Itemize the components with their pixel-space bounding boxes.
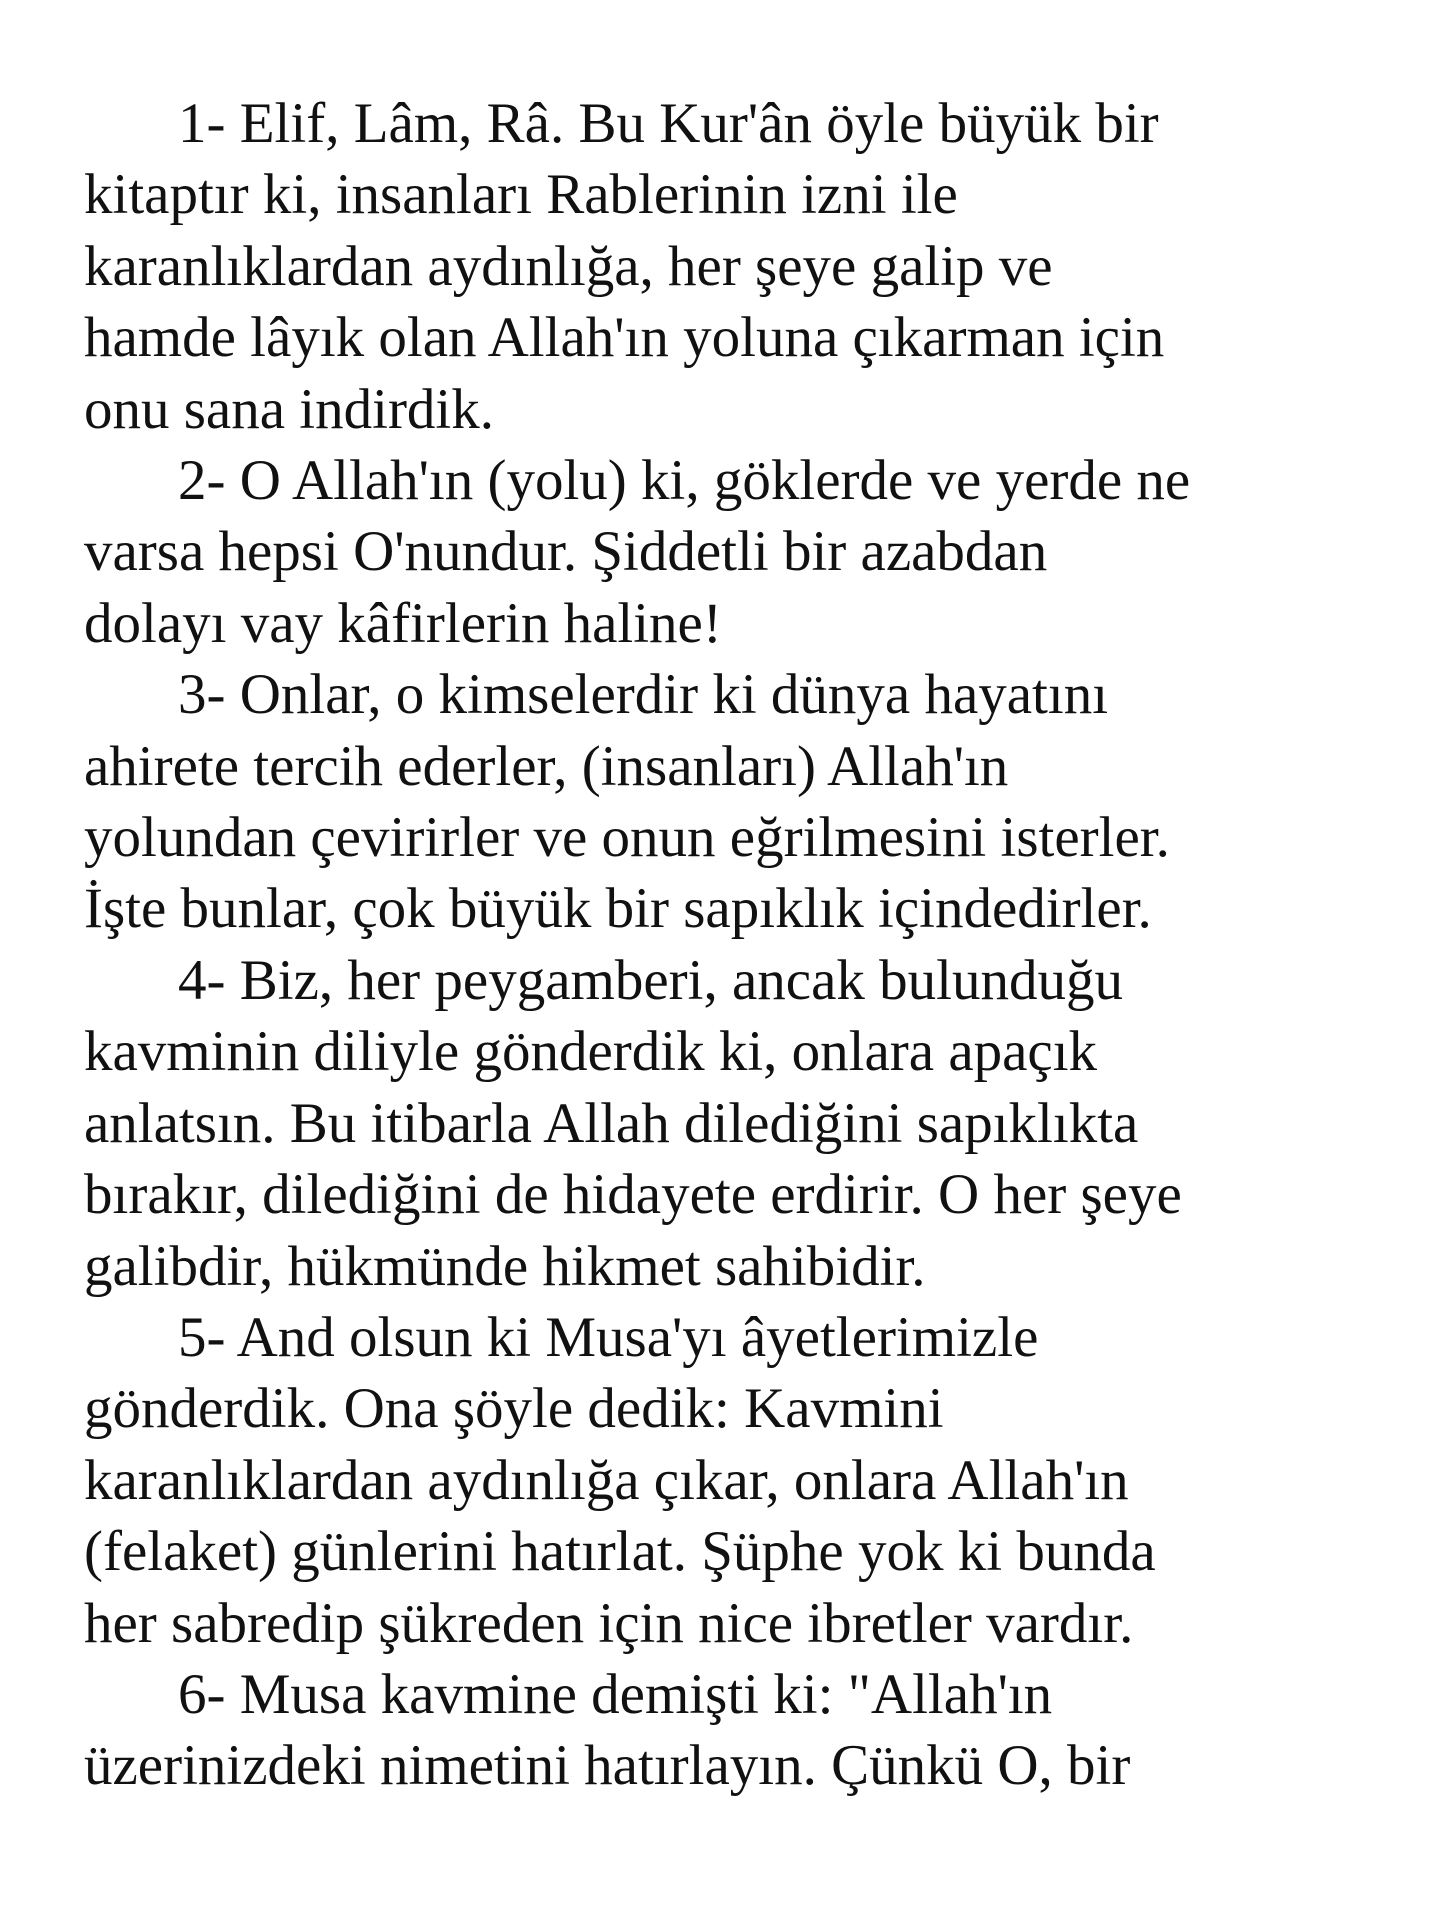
verse-line: galibdir, hükmünde hikmet sahibidir. — [84, 1234, 926, 1298]
verse-line: kavminin diliyle gönderdik ki, onlara apaçık — [84, 1020, 1098, 1084]
verse-line: (felaket) günlerini hatırlat. Şüphe yok ki bunda — [84, 1520, 1156, 1584]
verse-line: 2- O Allah'ın (yolu) ki, göklerde ve yerde ne — [178, 449, 1191, 513]
verse-line: gönderdik. Ona şöyle dedik: Kavmini — [84, 1377, 944, 1441]
verse-line: İşte bunlar, çok büyük bir sapıklık içindedirler. — [84, 877, 1152, 941]
verse-4 — [84, 945, 1374, 1302]
verse-line: varsa hepsi O'nundur. Şiddetli bir azabdan — [84, 520, 1048, 584]
verse-line: 6- Musa kavmine demişti ki: "Allah'ın — [178, 1662, 1053, 1726]
verse-line: yolundan çevirirler ve onun eğrilmesini isterler. — [84, 806, 1170, 870]
verse-line: her sabredip şükreden için nice ibretler vardır. — [84, 1591, 1134, 1655]
verse-5 — [84, 1302, 1374, 1659]
verse-line: hamde lâyık olan Allah'ın yoluna çıkarman için — [84, 306, 1165, 370]
verse-line: karanlıklardan aydınlığa, her şeye galip ve — [84, 234, 1053, 298]
verse-line: onu sana indirdik. — [84, 377, 495, 441]
verse-line: dolayı vay kâfirlerin haline! — [84, 591, 722, 655]
verse-line: kitaptır ki, insanları Rablerinin izni ile — [84, 163, 958, 227]
verse-line: 1- Elif, Lâm, Râ. Bu Kur'ân öyle büyük bir — [178, 92, 1159, 155]
verse-line: anlatsın. Bu itibarla Allah dilediğini sapıklıkta — [84, 1091, 1139, 1155]
verse-line: 4- Biz, her peygamberi, ancak bulunduğu — [178, 948, 1123, 1012]
document-page — [84, 88, 1374, 1802]
verse-6 — [84, 1659, 1374, 1802]
verse-1 — [84, 88, 1374, 445]
verse-3 — [84, 659, 1374, 945]
verse-line: karanlıklardan aydınlığa çıkar, onlara Allah'ın — [84, 1448, 1129, 1512]
verse-line: ahirete tercih ederler, (insanları) Allah'ın — [84, 734, 1009, 798]
verse-line: üzerinizdeki nimetini hatırlayın. Çünkü O, bir — [84, 1734, 1131, 1798]
verse-line: bırakır, dilediğini de hidayete erdirir. O her şeye — [84, 1163, 1182, 1227]
verse-line: 5- And olsun ki Musa'yı âyetlerimizle — [178, 1305, 1039, 1369]
verse-line: 3- Onlar, o kimselerdir ki dünya hayatını — [178, 663, 1109, 727]
verse-2 — [84, 445, 1374, 659]
